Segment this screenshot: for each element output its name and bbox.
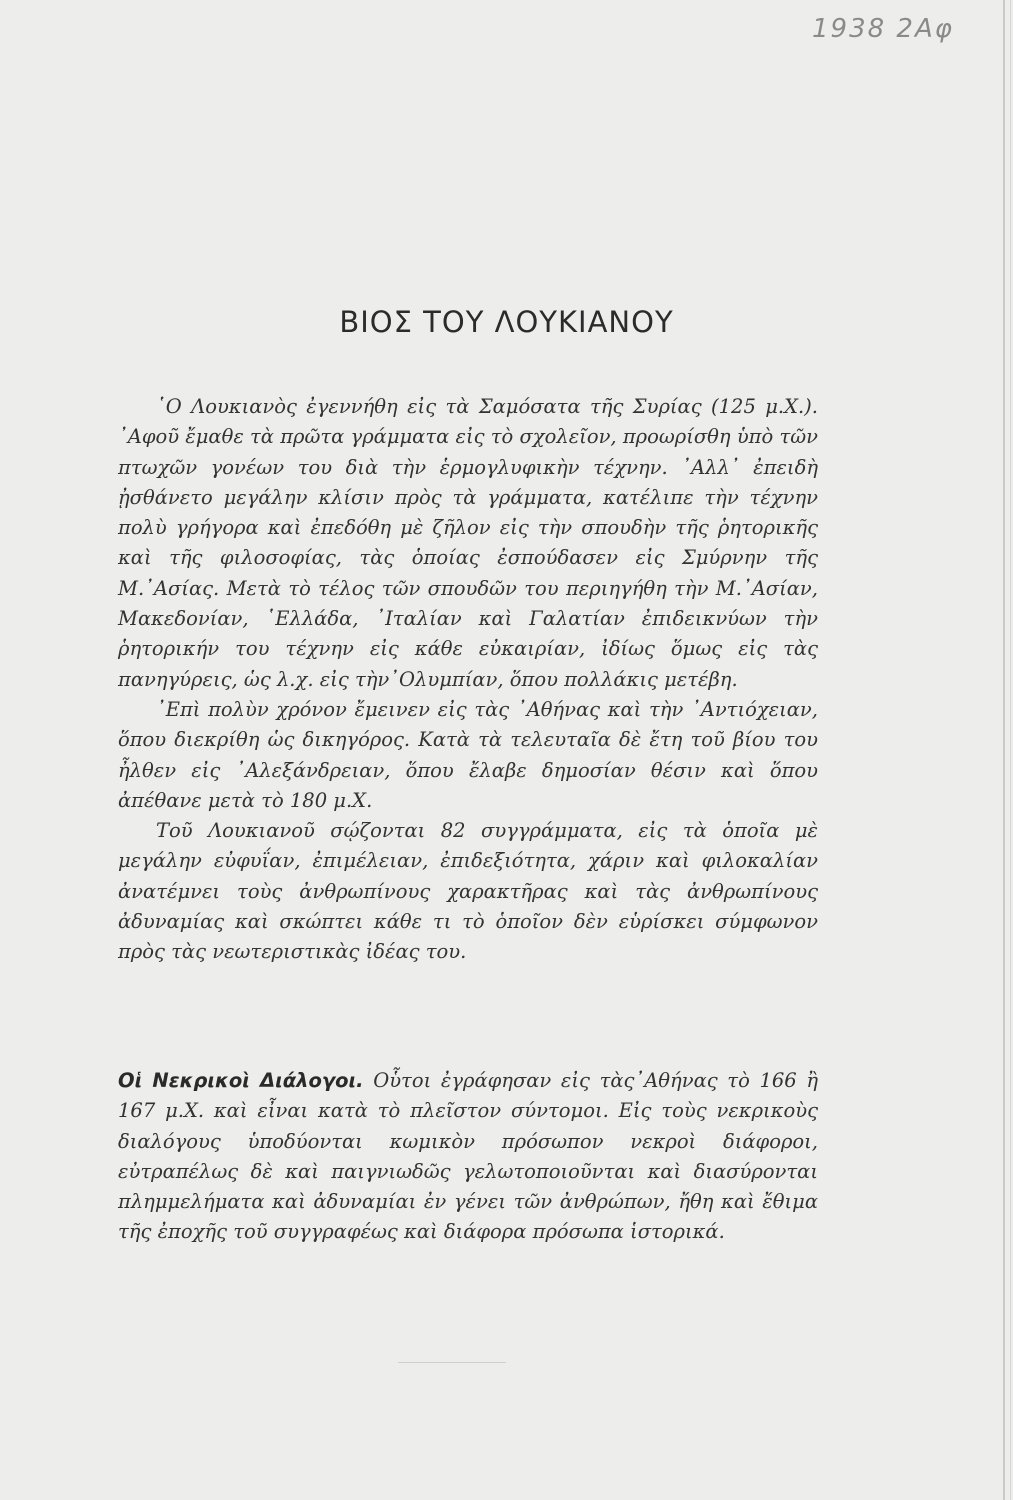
biography-body (118, 392, 818, 968)
dialogues-section (118, 1066, 818, 1248)
dialogues-text: Οὗτοι ἐγράφησαν εἰς τὰς᾿Αθήνας τὸ 166 ἢ 167 μ.Χ. καὶ εἶναι κατὰ τὸ πλεῖστον σύντομοι. Εἰς τοὺς νεκρικοὺς διαλόγους ὑποδύονται κωμικὸν πρόσωπον νεκροὶ διάφοροι, εὐτραπέλως δὲ καὶ παιγνιωδῶς γελωτοποιοῦνται καὶ διασύρονται πλημμελήματα καὶ ἀδυναμίαι ἐν γένει τῶν ἀνθρώπων, ἤθη καὶ ἔθιμα τῆς ἐποχῆς τοῦ συγγραφέως καὶ διάφορα πρόσωπα ἱστορικά. (118, 1069, 818, 1244)
paragraph-birth-and-studies: ῾Ο Λουκιανὸς ἐγεννήθη εἰς τὰ Σαμόσατα τῆς Συρίας (125 μ.Χ.). ᾿Αφοῦ ἔμαθε τὰ πρῶτα γράμματα εἰς τὸ σχολεῖον, προωρίσθη ὑπὸ τῶν πτωχῶν γονέων του διὰ τὴν ἑρμογλυφικὴν τέχνην. ᾿Αλλ᾿ ἐπειδὴ ᾐσθάνετο μεγάλην κλίσιν πρὸς τὰ γράμματα, κατέλιπε τὴν τέχνην πολὺ γρήγορα καὶ ἐπεδόθη μὲ ζῆλον εἰς τὴν σπουδὴν τῆς ῥητορικῆς καὶ τῆς φιλοσοφίας, τὰς ὁποίας ἐσπούδασεν εἰς Σμύρνην τῆς Μ.᾿Ασίας. Μετὰ τὸ τέλος τῶν σπουδῶν του περιηγήθη τὴν Μ.᾿Ασίαν, Μακεδονίαν, ῾Ελλάδα, ᾿Ιταλίαν καὶ Γαλατίαν ἐπιδεικνύων τὴν ῥητορικήν του τέχνην εἰς κάθε εὐκαιρίαν, ἰδίως ὅμως εἰς τὰς πανηγύρεις, ὡς λ.χ. εἰς τὴν᾿Ολυμπίαν, ὅπου πολλάκις μετέβη. (118, 395, 818, 691)
footer-divider (398, 1362, 506, 1363)
paragraph-later-life: ᾿Επὶ πολὺν χρόνον ἔμεινεν εἰς τὰς ᾿Αθήνας καὶ τὴν ᾿Αντιόχειαν, ὅπου διεκρίθη ὡς δικηγόρος. Κατὰ τὰ τελευταῖα δὲ ἔτη τοῦ βίου του ἦλθεν εἰς ᾿Αλεξάνδρειαν, ὅπου ἔλαβε δημοσίαν θέσιν καὶ ὅπου ἀπέθανε μετὰ τὸ 180 μ.Χ. (118, 697, 818, 812)
page-edge-inner (1010, 0, 1011, 1500)
archive-handwritten-mark: 1938 2Αφ (812, 14, 954, 44)
page-edge (1003, 0, 1005, 1500)
paragraph-works: Τοῦ Λουκιανοῦ σῴζονται 82 συγγράμματα, εἰς τὰ ὁποῖα μὲ μεγάλην εὐφυΐαν, ἐπιμέλειαν, ἐπιδεξιότητα, χάριν καὶ φιλοκαλίαν ἀνατέμνει τοὺς ἀνθρωπίνους χαρακτῆρας καὶ τὰς ἀνθρωπίνους ἀδυναμίας καὶ σκώπτει κάθε τι τὸ ὁποῖον δὲν εὑρίσκει σύμφωνον πρὸς τὰς νεωτεριστικὰς ἰδέας του. (118, 819, 818, 964)
dialogues-paragraph (118, 1066, 818, 1248)
page-title: ΒΙΟΣ ΤΟΥ ΛΟΥΚΙΑΝΟΥ (339, 305, 674, 339)
dialogues-heading: Οἱ Νεκρικοὶ Διάλογοι. (118, 1069, 364, 1092)
